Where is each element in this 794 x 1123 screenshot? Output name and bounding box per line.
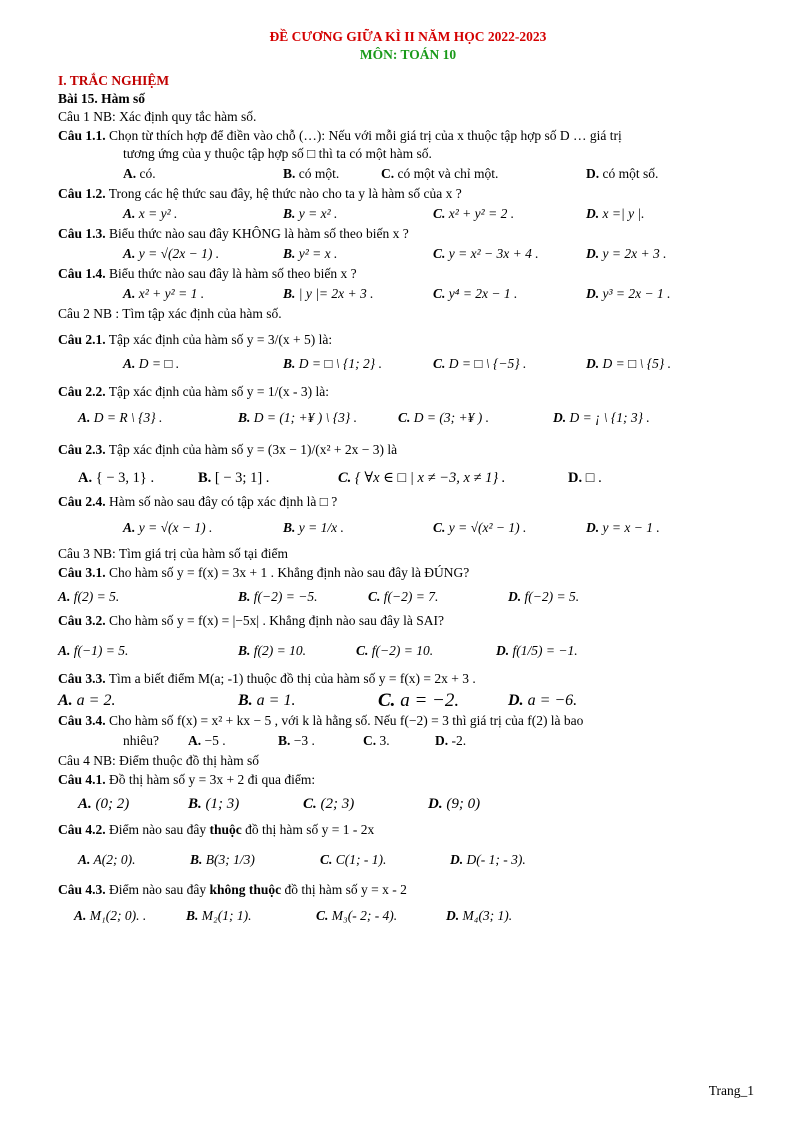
option-c: C. y = √(x² − 1) . <box>433 520 527 535</box>
option-b: B. y = 1/x . <box>283 520 344 535</box>
option-c: C. C(1; - 1). <box>320 852 387 867</box>
option-a: A. A(2; 0). <box>78 852 136 867</box>
question-text: Chọn từ thích hợp để điền vào chỗ (…): Nếu với mỗi giá trị của x thuộc tập hợp số D … giá trị <box>109 128 622 143</box>
question-2-3: Câu 2.3. Tập xác định của hàm số y = (3x − 1)/(x² + 2x − 3) là <box>58 442 398 457</box>
option-b: B. B(3; 1/3) <box>190 852 255 867</box>
question-3-1: Câu 3.1. Cho hàm số y = f(x) = 3x + 1 . Khẳng định nào sau đây là ĐÚNG? <box>58 565 470 580</box>
option-c: C. a = −2. <box>378 690 460 711</box>
option-b: B. −3 . <box>278 733 315 748</box>
option-d: D. -2. <box>435 733 467 748</box>
topic-3: Câu 3 NB: Tìm giá trị của hàm số tại điểm <box>58 546 288 561</box>
option-c: C. y⁴ = 2x − 1 . <box>433 286 518 301</box>
option-b: B. y = x² . <box>283 206 338 221</box>
options-4-3 <box>58 907 758 925</box>
option-a: A. D = R \ {3} . <box>78 410 163 425</box>
options-2-1 <box>58 355 758 373</box>
option-d: D. y = 2x + 3 . <box>586 246 667 261</box>
option-d: D. x =| y |. <box>586 206 645 221</box>
option-a: A. y = √(x − 1) . <box>123 520 213 535</box>
options-3-1 <box>58 588 758 606</box>
options-3-3 <box>58 692 758 710</box>
question-1-4: Câu 1.4. Biểu thức nào sau đây là hàm số theo biến x ? <box>58 266 357 281</box>
option-d: D. D(- 1; - 3). <box>450 852 526 867</box>
option-c: C. { ∀x ∈ □ | x ≠ −3, x ≠ 1} . <box>338 470 506 486</box>
option-c: C. D = (3; +¥ ) . <box>398 410 489 425</box>
option-b: B. f(2) = 10. <box>238 643 306 658</box>
question-3-2: Câu 3.2. Cho hàm số y = f(x) = |−5x| . Khẳng định nào sau đây là SAI? <box>58 613 444 628</box>
question-4-2: Câu 4.2. Điểm nào sau đây thuộc đồ thị hàm số y = 1 - 2x <box>58 822 375 837</box>
question-1-2: Câu 1.2. Trong các hệ thức sau đây, hệ thức nào cho ta y là hàm số của x ? <box>58 186 462 201</box>
option-d: D. D = ¡ \ {1; 3} . <box>553 410 650 425</box>
option-c: C. M₃(- 2; - 4). <box>316 908 398 923</box>
question-4-3: Câu 4.3. Điểm nào sau đây không thuộc đồ thị hàm số y = x - 2 <box>58 882 407 897</box>
options-1-2 <box>58 205 758 223</box>
page-number: Trang_1 <box>708 1083 754 1098</box>
option-a: A. x = y² . <box>123 206 178 221</box>
question-2-2: Câu 2.2. Tập xác định của hàm số y = 1/(x - 3) là: <box>58 384 329 399</box>
option-c: C. y = x² − 3x + 4 . <box>433 246 539 261</box>
options-4-1 <box>58 795 758 813</box>
options-3-2 <box>58 642 758 660</box>
option-b: B. D = (1; +¥ ) \ {3} . <box>238 410 358 425</box>
question-text-continued: nhiêu? <box>123 733 159 748</box>
options-2-2 <box>58 409 758 427</box>
options-2-4 <box>58 519 758 537</box>
subject-title: MÔN: TOÁN 10 <box>359 47 457 62</box>
topic-1: Câu 1 NB: Xác định quy tắc hàm số. <box>58 109 257 124</box>
options-1-1 <box>58 165 758 183</box>
option-a: A. x² + y² = 1 . <box>123 286 205 301</box>
lesson-heading: Bài 15. Hàm số <box>58 91 146 106</box>
option-b: B. M₂(1; 1). <box>186 908 252 923</box>
option-b: B. a = 1. <box>238 692 296 709</box>
options-4-2 <box>58 851 758 869</box>
option-c: C. f(−2) = 10. <box>356 643 434 658</box>
option-d: D. y³ = 2x − 1 . <box>586 286 671 301</box>
option-b: B. | y |= 2x + 3 . <box>283 286 374 301</box>
option-b: B. [ − 3; 1] . <box>198 470 270 486</box>
option-a: A. (0; 2) <box>78 796 130 812</box>
options-3-4 <box>58 732 758 750</box>
question-text-continued: tương ứng của y thuộc tập hợp số □ thì ta có một hàm số. <box>123 146 432 161</box>
option-c: C. f(−2) = 7. <box>368 589 439 604</box>
options-1-4 <box>58 285 758 303</box>
option-a: A. f(−1) = 5. <box>58 643 129 658</box>
option-d: D. f(−2) = 5. <box>508 589 580 604</box>
option-d: D. f(1/5) = −1. <box>496 643 578 658</box>
option-b: B. D = □ \ {1; 2} . <box>283 356 382 371</box>
option-d: D. (9; 0) <box>428 796 481 812</box>
question-4-1: Câu 4.1. Đồ thị hàm số y = 3x + 2 đi qua điểm: <box>58 772 316 787</box>
option-d: D. y = x − 1 . <box>586 520 660 535</box>
options-1-3 <box>58 245 758 263</box>
option-c: C. 3. <box>363 733 390 748</box>
option-c: C. D = □ \ {−5} . <box>433 356 527 371</box>
question-2-1: Câu 2.1. Tập xác định của hàm số y = 3/(x + 5) là: <box>58 332 333 347</box>
option-a: A. D = □ . <box>123 356 180 371</box>
topic-2: Câu 2 NB : Tìm tập xác định của hàm số. <box>58 306 282 321</box>
option-a: A. M₁(2; 0). . <box>74 908 147 923</box>
option-b: B. (1; 3) <box>188 796 240 812</box>
option-c: C. x² + y² = 2 . <box>433 206 515 221</box>
option-b: B. f(−2) = −5. <box>238 589 318 604</box>
option-d: D. có một số. <box>586 166 659 181</box>
option-b: B. có một. <box>283 166 340 181</box>
option-d: D. a = −6. <box>508 692 578 709</box>
question-3-3: Câu 3.3. Tìm a biết điểm M(a; -1) thuộc đồ thị của hàm số y = f(x) = 2x + 3 . <box>58 671 476 686</box>
option-d: D. □ . <box>568 470 602 486</box>
option-a: A. −5 . <box>188 733 226 748</box>
option-c: C. có một và chỉ một. <box>381 166 499 181</box>
option-a: A. có. <box>123 166 156 181</box>
topic-4: Câu 4 NB: Điểm thuộc đồ thị hàm số <box>58 753 259 768</box>
question-1-1 <box>58 127 758 145</box>
document-page <box>58 28 758 927</box>
question-2-4: Câu 2.4. Hàm số nào sau đây có tập xác định là □ ? <box>58 494 338 509</box>
option-a: A. f(2) = 5. <box>58 589 120 604</box>
options-2-3 <box>58 469 758 487</box>
document-title: ĐỀ CƯƠNG GIỮA KÌ II NĂM HỌC 2022-2023 <box>269 29 547 44</box>
option-b: B. y² = x . <box>283 246 338 261</box>
option-c: C. (2; 3) <box>303 796 355 812</box>
section-heading: I. TRẮC NGHIỆM <box>58 73 170 88</box>
option-a: A. y = √(2x − 1) . <box>123 246 220 261</box>
option-a: A. a = 2. <box>58 692 116 709</box>
option-d: D. M₄(3; 1). <box>446 908 513 923</box>
question-label: Câu 1.1. <box>58 128 106 143</box>
option-d: D. D = □ \ {5} . <box>586 356 672 371</box>
option-a: A. { − 3, 1} . <box>78 470 155 486</box>
question-1-3: Câu 1.3. Biểu thức nào sau đây KHÔNG là hàm số theo biến x ? <box>58 226 409 241</box>
question-3-4: Câu 3.4. Cho hàm số f(x) = x² + kx − 5 , với k là hằng số. Nếu f(−2) = 3 thì giá trị của f(2) là bao <box>58 713 584 728</box>
